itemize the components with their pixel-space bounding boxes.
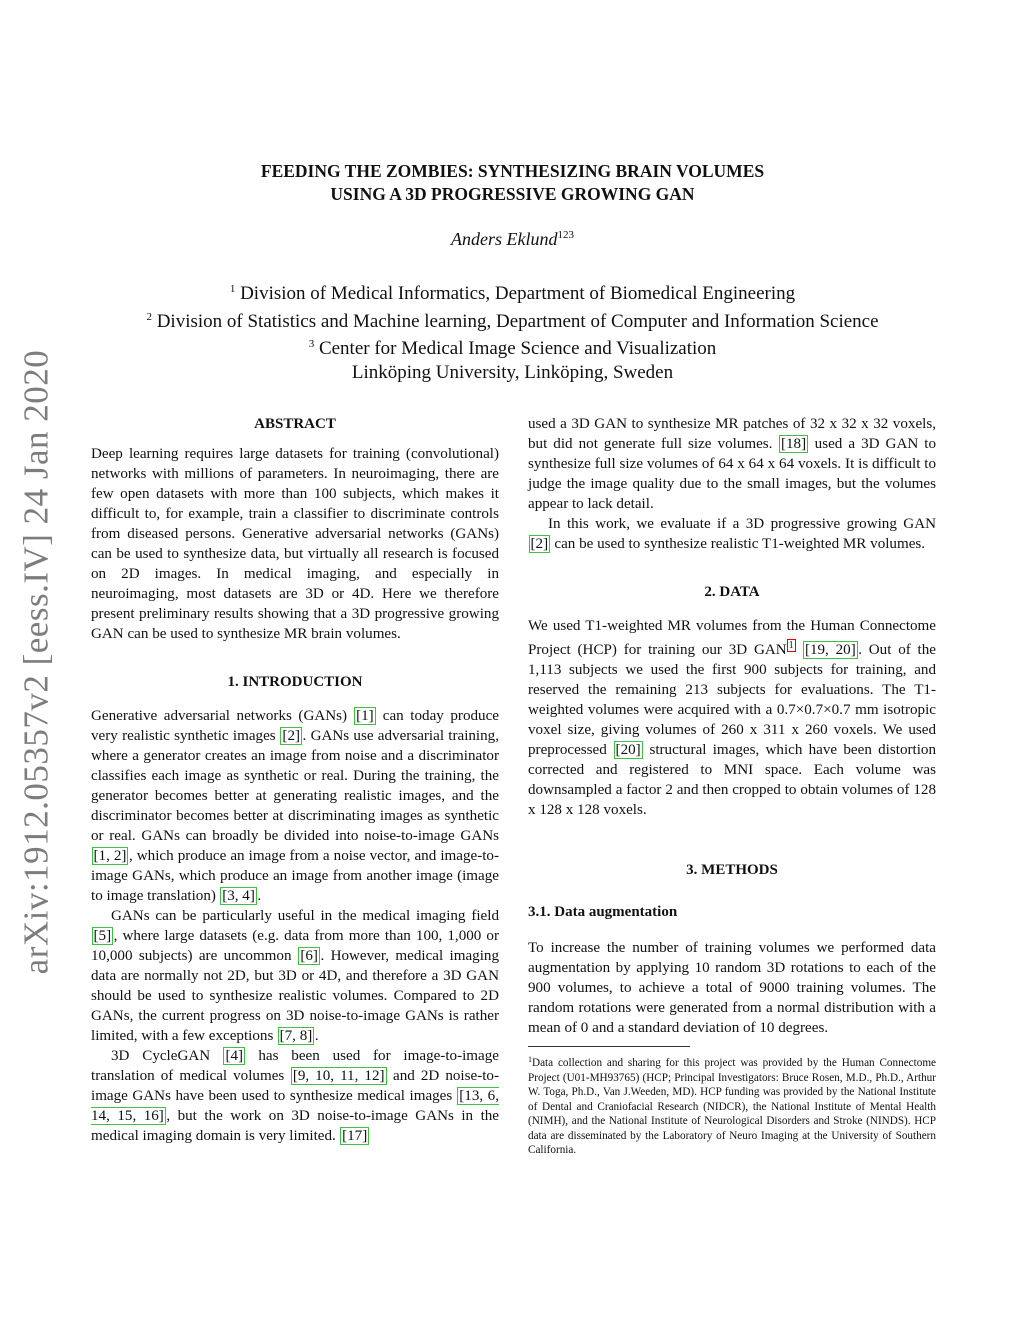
citation-link[interactable]: [1] [356, 708, 374, 724]
intro-p1-text-1: Generative adversarial networks (GANs) [91, 708, 354, 724]
data-heading: 2. DATA [704, 584, 760, 600]
intro-p2-text-4: . [314, 1028, 319, 1044]
affiliation-university-text: Linköping University, Linköping, Sweden [351, 361, 674, 383]
title-line-2: USING A 3D PROGRESSIVE GROWING GAN [330, 184, 695, 204]
affiliations [100, 278, 925, 384]
right-p2-text-1: In this work, we evaluate if a 3D progressive growing GAN [548, 516, 936, 532]
affiliation-2 [100, 306, 925, 334]
intro-p2-text-2: , where large datasets (e.g. data from more than 100, 1,000 or 10,000 subjects) are uncommon [91, 928, 499, 964]
intro-p3-text-4: , but the work on 3D noise-to-image GANs in the medical imaging domain is very limited. [91, 1108, 500, 1144]
arxiv-stamp-text: arXiv:1912.05357v2 [eess.IV] 24 Jan 2020 [16, 349, 55, 975]
affiliation-1-mark: 1 [229, 283, 236, 295]
citation-link[interactable]: [17] [342, 1128, 368, 1144]
data-text-4: structural images, which have been distortion corrected and registered to MNI space. Each volume was downsampled a factor 2 and then cropped to obtain volumes of 128 x 128 x 128 voxels. [528, 742, 936, 818]
citation-link[interactable]: [20] [615, 742, 641, 758]
intro-p1-text-5: . [257, 888, 262, 904]
citation-link[interactable]: [2] [530, 536, 549, 552]
citation-link[interactable]: [6] [300, 948, 318, 964]
intro-this-work-paragraph [528, 514, 936, 554]
intro-p1-text-3: . GANs use adversarial training, where a generator creates an image from noise and a discriminator classifies each image as synthetic or real. During the training, the generator becomes better at generating realistic images, and the discriminator becomes better at discriminating images as synthetic or real. GANs can broadly be divided into noise-to-image GANs [91, 728, 499, 844]
introduction-heading: 1. INTRODUCTION [227, 674, 363, 690]
intro-paragraph-2 [91, 906, 499, 1046]
affiliation-3 [100, 333, 925, 361]
intro-p1-text-4: , which produce an image from a noise vector, and image-to-image GANs, which produce an image from another image (image to image translation) [91, 848, 499, 904]
intro-paragraph-1 [91, 706, 499, 906]
intro-p2-text-3: . However, medical imaging data are normally not 2D, but 3D or 4D, and therefore a 3D GAN should be used to synthesize realistic volumes. Compared to 2D GANs, the current progress on 3D noise-to-image GANs is rather limited, with a few exceptions [91, 948, 499, 1044]
abstract-heading: ABSTRACT [254, 416, 336, 432]
footnote-text: Data collection and sharing for this project was provided by the Human Connectome Project (U01-MH93765) (HCP; Principal Investigators: Bruce Rosen, M.D., Ph.D., Arthur W. Toga, Ph.D., Van J.Weeden, MD). HCP funding was provided by the National Institute of Dental and Craniofacial Research (NIDCR), the National Institute of Mental Health (NIMH), and the National Institute of Neurological Disorders and Stroke (NINDS). HCP data are disseminated by the Laboratory of Neuro Imaging at the University of Southern California. [528, 1057, 936, 1156]
footnote-divider [528, 1046, 690, 1047]
right-column [528, 414, 936, 1158]
citation-link[interactable]: [5] [93, 928, 112, 944]
data-paragraph [528, 616, 936, 820]
author-name: Anders Eklund [451, 229, 558, 249]
citation-link[interactable]: [3, 4] [222, 888, 255, 904]
data-augmentation-heading: 3.1. Data augmentation [528, 904, 678, 920]
affiliation-2-mark: 2 [146, 310, 152, 323]
citation-link[interactable]: [2] [282, 728, 301, 744]
paper-title [140, 160, 885, 206]
affiliation-1-text: Division of Medical Informatics, Department of Biomedical Engineering [235, 283, 796, 304]
data-text-2 [796, 642, 803, 658]
right-p1-text-1: used a 3D GAN to synthesize MR patches of 32 x 32 x 32 voxels, but did not generate full size volumes. [528, 416, 936, 452]
footnote-link[interactable]: 1 [788, 640, 794, 651]
footnote-mark: 1 [528, 1055, 532, 1064]
intro-p3-text-2: has been used for image-to-image translation of medical volumes [91, 1048, 499, 1084]
citation-link[interactable]: [1, 2] [93, 848, 127, 864]
citation-link[interactable]: [18] [780, 436, 807, 452]
intro-p3-text-3: and 2D noise-to-image GANs have been used to synthesize medical images [91, 1068, 499, 1104]
citation-link[interactable]: [7, 8] [279, 1028, 313, 1044]
data-text-1: We used T1-weighted MR volumes from the Human Connectome Project (HCP) for training our 3D GAN [528, 618, 936, 658]
affiliation-3-text: Center for Medical Image Science and Visualization [314, 338, 717, 359]
data-text-3: . Out of the 1,113 subjects we used the first 900 subjects for training, and reserved the remaining 213 subjects for evaluations. The T1-weighted volumes were acquired with a 0.7×0.7×0.7 mm isotropic voxel size, giving volumes of 260 x 311 x 260 voxels. We used preprocessed [528, 642, 936, 758]
left-column [91, 414, 499, 1146]
citation-link[interactable]: [4] [225, 1048, 244, 1064]
citation-link[interactable]: [19, 20] [804, 642, 856, 658]
author-affiliation-marks: 123 [557, 229, 574, 241]
methods-heading: 3. METHODS [686, 862, 778, 878]
author-line [140, 229, 885, 250]
citation-link[interactable]: [9, 10, 11, 12] [292, 1068, 385, 1084]
intro-paragraph-3 [91, 1046, 499, 1146]
footnote [528, 1053, 936, 1158]
intro-continued-paragraph [528, 414, 936, 514]
intro-p2-text-1: GANs can be particularly useful in the medical imaging field [111, 908, 499, 924]
affiliation-3-mark: 3 [308, 338, 315, 350]
affiliation-university [100, 361, 925, 385]
right-p1-text-2: used a 3D GAN to synthesize full size volumes of 64 x 64 x 64 voxels. It is difficult to judge the image quality due to the small images, but the volumes appear to lack detail. [528, 436, 937, 512]
data-augmentation-paragraph: To increase the number of training volumes we performed data augmentation by applying 10 random 3D rotations to each of the 900 volumes, to achieve a total of 9000 training volumes. The random rotations were generated from a normal distribution with a mean of 0 and a standard deviation of 10 degrees. [528, 940, 936, 1036]
title-line-1: FEEDING THE ZOMBIES: SYNTHESIZING BRAIN VOLUMES [260, 161, 765, 181]
affiliation-1 [100, 278, 925, 306]
affiliation-2-text: Division of Statistics and Machine learning, Department of Computer and Information Science [151, 310, 879, 332]
right-p2-text-2: can be used to synthesize realistic T1-weighted MR volumes. [550, 536, 926, 552]
intro-p3-text-1: 3D CycleGAN [111, 1048, 223, 1064]
abstract-text: Deep learning requires large datasets for training (convolutional) networks with millions of parameters. In neuroimaging, there are few open datasets with more than 100 subjects, which makes it difficult to, for example, train a classifier to discriminate controls from diseased persons. Generative adversarial networks (GANs) can be used to synthesize data, but virtually all research is focused on 2D images. In medical imaging, and especially in neuroimaging, most datasets are 3D or 4D. Here we therefore present preliminary results showing that a 3D progressive growing GAN can be used to synthesize MR brain volumes. [91, 446, 499, 642]
intro-p1-text-2: can today produce very realistic synthetic images [91, 708, 499, 744]
citation-link[interactable]: [13, 6, 14, 15, 16] [91, 1088, 499, 1124]
arxiv-stamp [16, 349, 55, 975]
